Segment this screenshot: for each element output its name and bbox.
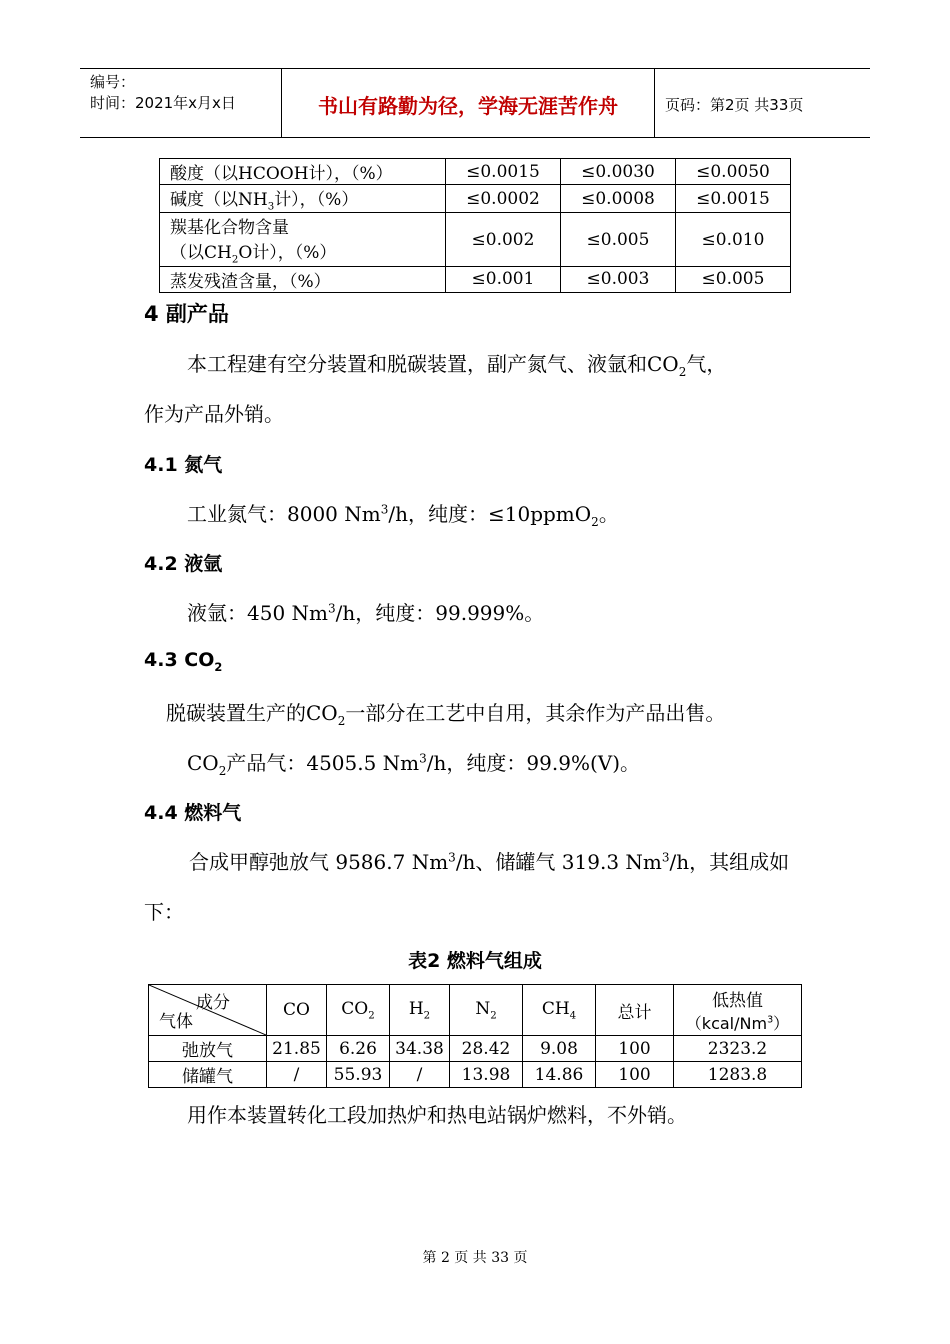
paragraph: 合成甲醇弛放气 9586.7 Nm$^3$/h、储罐气 319.3 Nm$^3$/h，其组成如 bbox=[189, 850, 790, 874]
column-header: 总计 bbox=[596, 985, 674, 1036]
corner-header-cell bbox=[149, 985, 267, 1036]
doc-time-label: 时间：2021年x月x日 bbox=[90, 94, 236, 112]
paragraph: 作为产品外销。 bbox=[144, 402, 284, 426]
table-header-row bbox=[149, 985, 802, 1036]
table-row bbox=[160, 266, 791, 292]
spec-table bbox=[159, 158, 791, 293]
table-cell: 2323.2 bbox=[674, 1036, 802, 1062]
doc-number-label: 编号： bbox=[90, 73, 136, 91]
row-label: 储罐气 bbox=[149, 1062, 267, 1088]
section-heading: 4 副产品 bbox=[144, 302, 229, 326]
page-header bbox=[80, 68, 870, 138]
table-row bbox=[149, 1036, 802, 1062]
table-cell: 28.42 bbox=[450, 1036, 523, 1062]
column-header: CO bbox=[267, 985, 327, 1036]
row-label: 碱度（以$NH_3$计），（%） bbox=[160, 185, 446, 213]
table-row bbox=[160, 185, 791, 213]
table-row bbox=[160, 159, 791, 185]
table-cell: / bbox=[390, 1062, 450, 1088]
spec-value: ≤0.005 bbox=[676, 266, 791, 292]
spec-value: ≤0.0050 bbox=[676, 159, 791, 185]
paragraph: 工业氮气：8000 Nm$^3$/h，纯度：≤10ppmO$_2$。 bbox=[187, 502, 619, 529]
header-motto: 书山有路勤为径，学海无涯苦作舟 bbox=[318, 94, 618, 118]
table-cell: 6.26 bbox=[327, 1036, 390, 1062]
column-header: $CH_4$ bbox=[523, 985, 596, 1036]
spec-value: ≤0.003 bbox=[561, 266, 676, 292]
subsection-heading: 4.3 $CO_2$ bbox=[144, 649, 223, 674]
column-header: $N_2$ bbox=[450, 985, 523, 1036]
spec-value: ≤0.0030 bbox=[561, 159, 676, 185]
table-cell: 13.98 bbox=[450, 1062, 523, 1088]
paragraph: 下： bbox=[144, 900, 184, 924]
row-label: 羰基化合物含量 （以$CH_2O$计），（%） bbox=[160, 213, 446, 266]
paragraph: 液氩：450 Nm$^3$/h，纯度：99.999%。 bbox=[187, 601, 545, 625]
corner-top-label: 成分 bbox=[196, 993, 230, 1013]
fuel-gas-table bbox=[148, 984, 802, 1088]
table-cell: 100 bbox=[596, 1036, 674, 1062]
paragraph: 本工程建有空分装置和脱碳装置，副产氮气、液氩和$CO_2$气， bbox=[187, 352, 727, 379]
paragraph: 脱碳装置生产的$CO_2$一部分在工艺中自用，其余作为产品出售。 bbox=[166, 701, 726, 728]
subsection-heading: 4.1 氮气 bbox=[144, 454, 223, 476]
column-header: $H_2$ bbox=[390, 985, 450, 1036]
row-label: 蒸发残渣含量，（%） bbox=[160, 266, 446, 292]
spec-value: ≤0.0008 bbox=[561, 185, 676, 213]
table-cell: 55.93 bbox=[327, 1062, 390, 1088]
subsection-heading: 4.2 液氩 bbox=[144, 553, 223, 575]
spec-value: ≤0.010 bbox=[676, 213, 791, 266]
spec-value: ≤0.002 bbox=[446, 213, 561, 266]
row-label: 弛放气 bbox=[149, 1036, 267, 1062]
header-motto-cell bbox=[282, 69, 655, 137]
table-row bbox=[160, 213, 791, 266]
column-header: 低热值 （kcal/Nm$^3$） bbox=[674, 985, 802, 1036]
table-cell: 1283.8 bbox=[674, 1062, 802, 1088]
row-label: 酸度（以HCOOH计），（%） bbox=[160, 159, 446, 185]
page-footer: 第 2 页 共 33 页 bbox=[422, 1250, 528, 1266]
table-row bbox=[149, 1062, 802, 1088]
corner-bottom-label: 气体 bbox=[159, 1012, 193, 1032]
spec-value: ≤0.005 bbox=[561, 213, 676, 266]
table-caption: 表2 燃料气组成 bbox=[408, 950, 542, 972]
subsection-heading: 4.4 燃料气 bbox=[144, 802, 242, 824]
column-header: $CO_2$ bbox=[327, 985, 390, 1036]
header-page-info: 页码：第2页 共33页 bbox=[665, 96, 804, 114]
table-cell: 100 bbox=[596, 1062, 674, 1088]
table-cell: / bbox=[267, 1062, 327, 1088]
spec-value: ≤0.0015 bbox=[676, 185, 791, 213]
paragraph: 用作本装置转化工段加热炉和热电站锅炉燃料，不外销。 bbox=[187, 1103, 687, 1127]
table-cell: 14.86 bbox=[523, 1062, 596, 1088]
table-cell: 21.85 bbox=[267, 1036, 327, 1062]
spec-value: ≤0.0015 bbox=[446, 159, 561, 185]
paragraph: $CO_2$产品气：4505.5 Nm$^3$/h，纯度：99.9%(V)。 bbox=[187, 751, 640, 778]
spec-value: ≤0.0002 bbox=[446, 185, 561, 213]
table-cell: 34.38 bbox=[390, 1036, 450, 1062]
header-meta-cell bbox=[80, 69, 282, 137]
header-page-cell bbox=[655, 69, 870, 137]
table-cell: 9.08 bbox=[523, 1036, 596, 1062]
spec-value: ≤0.001 bbox=[446, 266, 561, 292]
